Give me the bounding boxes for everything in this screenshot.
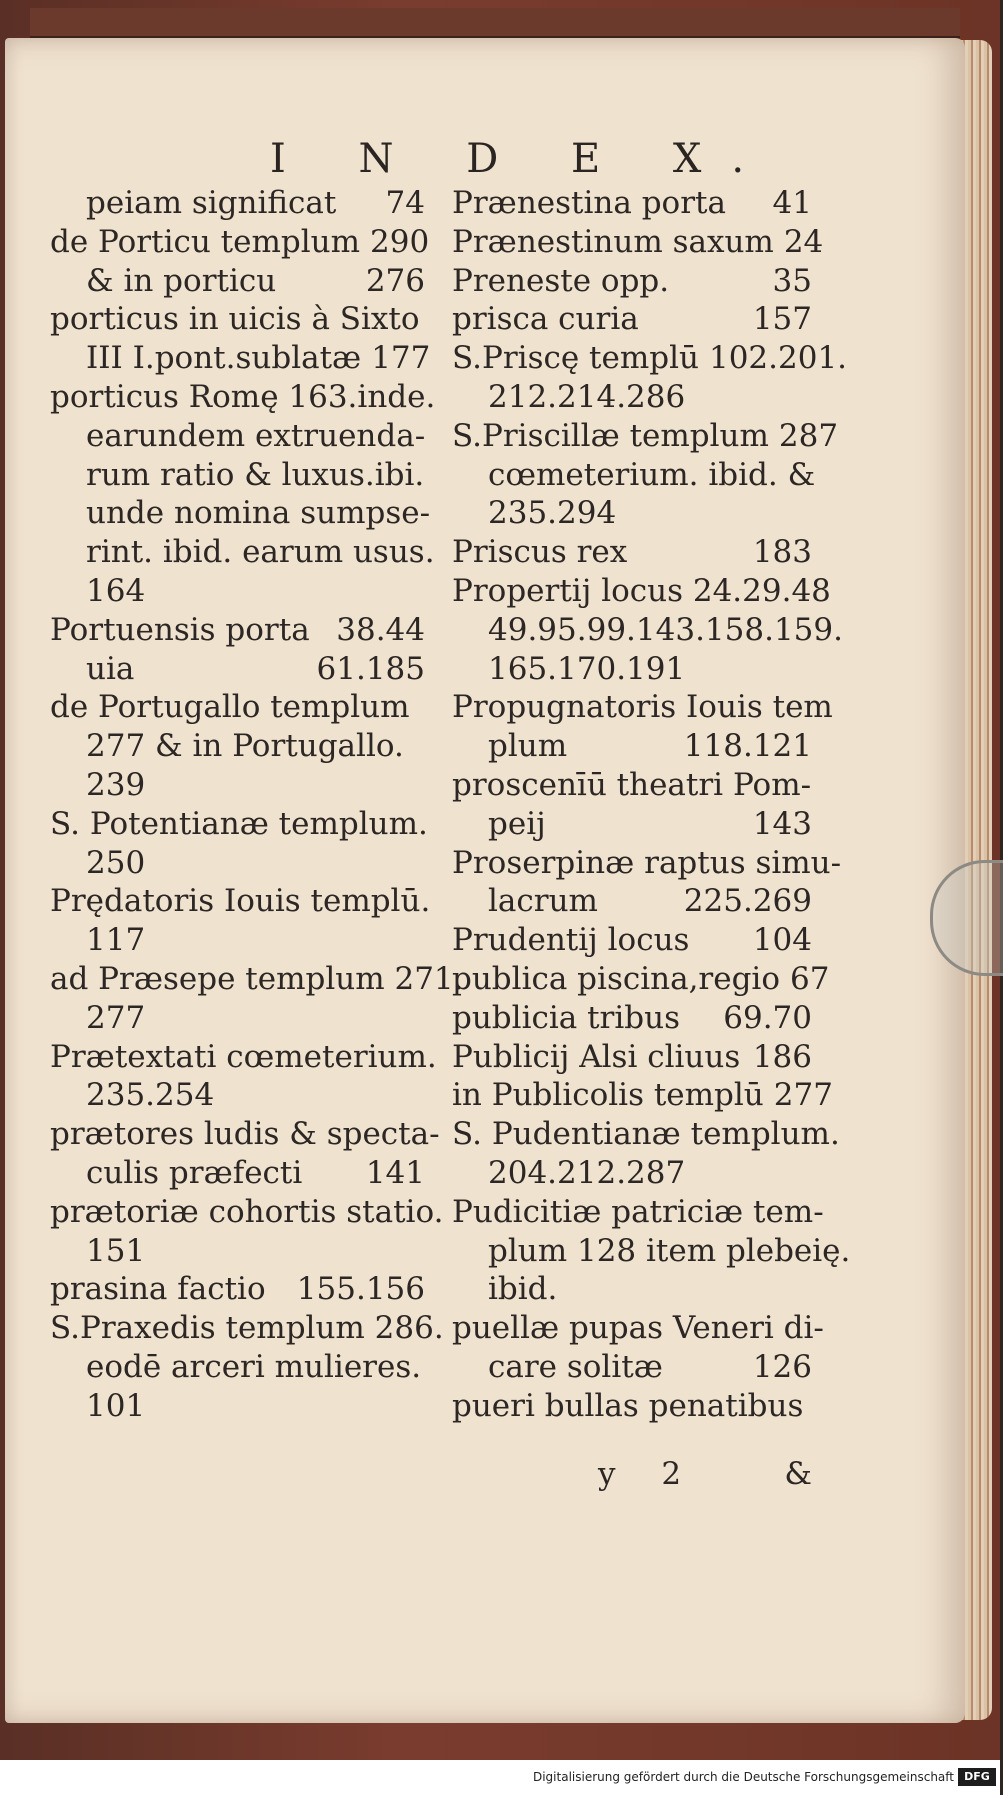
entry-text: Propertij locus 24.29.48 — [452, 572, 831, 609]
index-entry — [452, 882, 812, 921]
entry-text: ad Præsepe templum 271. — [50, 960, 464, 997]
entry-page-number: 183 — [752, 534, 812, 571]
entry-text: earundem extruenda- — [86, 417, 426, 454]
entry-text: porticus in uicis à Sixto — [50, 301, 420, 338]
index-entry — [452, 184, 812, 223]
entry-text: Priscus rex — [452, 534, 628, 571]
entry-text: prasina factio — [50, 1271, 266, 1308]
index-entry — [50, 300, 425, 339]
entry-text: 151 — [86, 1232, 146, 1269]
index-entry — [50, 184, 425, 223]
entry-text: 164 — [86, 572, 146, 609]
entry-text: pueri bullas penatibus — [452, 1387, 804, 1424]
cover-top-edge — [30, 8, 960, 38]
index-column-left — [50, 184, 464, 1426]
entry-text: 235.294 — [488, 495, 617, 532]
index-entry — [50, 572, 425, 611]
index-entry — [452, 1076, 833, 1115]
entry-page-number: 126 — [752, 1348, 812, 1385]
entry-text: Prætextati cœmeterium. — [50, 1038, 437, 1075]
footer-credit: Digitalisierung gefördert durch die Deutsche Forschungsgemeinschaft — [532, 1770, 954, 1784]
index-entry — [50, 1076, 425, 1115]
index-entry — [50, 1348, 425, 1387]
entry-page-number: 155.156 — [296, 1271, 425, 1308]
entry-page-number: 290 — [370, 223, 430, 260]
entry-text: culis præfecti — [86, 1154, 303, 1191]
entry-text: S.Praxedis templum 286. — [50, 1310, 444, 1347]
index-entry — [50, 766, 425, 805]
entry-text: & in porticu — [86, 262, 277, 299]
index-entry — [50, 921, 425, 960]
entry-text: Preneste opp. — [452, 262, 670, 299]
entry-text: prisca curia — [452, 301, 639, 338]
entry-page-number: 177 — [371, 340, 431, 377]
dfg-logo: DFG — [958, 1768, 996, 1786]
entry-page-number: 61.185 — [316, 650, 425, 687]
index-entry — [452, 223, 824, 262]
entry-text: uia — [86, 650, 135, 687]
entry-text: publica piscina,regio — [452, 960, 781, 997]
entry-text: Propugnatoris Iouis tem — [452, 689, 833, 726]
index-entry — [50, 262, 425, 301]
entry-text: plum — [488, 728, 568, 765]
entry-page-number: 74 — [385, 185, 425, 221]
index-entry — [50, 1387, 425, 1426]
entry-text: plum 128 item plebeię. — [488, 1232, 851, 1269]
entry-text: de Portugallo templum — [50, 689, 410, 726]
entry-text: 49.95.99.143.158.159. — [488, 611, 843, 648]
entry-page-number: 141 — [365, 1154, 425, 1191]
index-entry — [452, 766, 812, 805]
index-entry — [50, 1270, 425, 1309]
index-entry — [452, 611, 843, 650]
entry-page-number: 287 — [778, 417, 839, 454]
entry-text: S.Priscę templū — [452, 340, 699, 377]
index-entry — [452, 727, 812, 766]
entry-text: publicia tribus — [452, 999, 681, 1036]
entry-text: 101 — [86, 1387, 146, 1424]
index-entry — [50, 339, 431, 378]
index-entry — [452, 533, 812, 572]
index-entry — [452, 1232, 851, 1271]
entry-page-number: 186 — [752, 1038, 812, 1075]
entry-text: 277 & in Portugallo. — [86, 728, 404, 765]
entry-page-number: 41 — [772, 185, 812, 221]
entry-text: Portuensis porta — [50, 611, 310, 648]
entry-text: 235.254 — [86, 1077, 215, 1114]
index-entry — [50, 1193, 444, 1232]
entry-text: 239 — [86, 766, 146, 803]
entry-page-number: 35 — [772, 262, 812, 299]
index-entry — [452, 1115, 840, 1154]
entry-text: S. Potentianæ templum. — [50, 805, 428, 842]
page-title: I N D E X. — [270, 136, 775, 182]
entry-text: de Porticu templum — [50, 223, 360, 260]
signature-line — [452, 1456, 812, 1496]
index-entry — [452, 999, 812, 1038]
index-entry — [452, 1154, 812, 1193]
entry-text: puellæ pupas Veneri di- — [452, 1310, 824, 1347]
index-entry — [452, 960, 830, 999]
signature-mark: y 2 — [598, 1456, 700, 1492]
entry-text: lacrum — [488, 883, 598, 920]
index-entry — [452, 300, 812, 339]
entry-page-number: 277 — [773, 1077, 833, 1114]
index-entry — [452, 1270, 812, 1309]
entry-text: prætores ludis & specta- — [50, 1116, 440, 1153]
entry-text: Proserpinæ raptus simu- — [452, 844, 842, 881]
index-entry — [50, 1115, 440, 1154]
index-entry — [452, 1309, 824, 1348]
index-entry — [452, 650, 812, 689]
entry-text: prætoriæ cohortis statio. — [50, 1193, 444, 1230]
entry-page-number: 24 — [783, 223, 824, 260]
entry-text: proscenīū theatri Pom- — [452, 766, 812, 803]
entry-text: 277 — [86, 999, 146, 1036]
index-entry — [452, 1038, 812, 1077]
index-entry — [50, 1038, 437, 1077]
index-entry — [50, 727, 425, 766]
index-entry — [50, 882, 431, 921]
entry-text: 117 — [86, 922, 146, 959]
index-entry — [452, 339, 848, 378]
entry-page-number: 102.201. — [708, 340, 848, 377]
index-entry — [452, 494, 812, 533]
entry-page-number: 157 — [752, 301, 812, 338]
index-entry — [452, 844, 842, 883]
index-entry — [50, 456, 425, 495]
entry-text: peij — [488, 805, 546, 842]
entry-text: S.Priscillæ templum — [452, 417, 769, 454]
entry-text: rint. ibid. earum usus. — [86, 534, 435, 571]
index-entry — [452, 1193, 824, 1232]
index-entry — [50, 1232, 425, 1271]
entry-text: in Publicolis templū — [452, 1077, 764, 1114]
index-entry — [50, 494, 431, 533]
entry-page-number: 69.70 — [723, 999, 812, 1036]
index-entry — [452, 572, 831, 611]
entry-text: Prænestina porta — [452, 185, 726, 221]
entry-text: Pudicitiæ patriciæ tem- — [452, 1193, 824, 1230]
entry-text: rum ratio & luxus.ibi. — [86, 456, 425, 493]
index-entry — [452, 1348, 812, 1387]
index-entry — [452, 417, 839, 456]
index-entry — [50, 805, 428, 844]
entry-text: 165.170.191 — [488, 650, 686, 687]
index-entry — [50, 417, 425, 456]
entry-text: III I.pont.sublatæ — [86, 340, 362, 377]
index-entry — [50, 223, 430, 262]
entry-text: peiam significat — [86, 185, 337, 221]
entry-text: 204.212.287 — [488, 1154, 686, 1191]
index-entry — [452, 262, 812, 301]
index-entry — [452, 456, 816, 495]
index-entry — [50, 999, 425, 1038]
footer-bar — [0, 1760, 1000, 1795]
entry-page-number: 67 — [790, 960, 830, 997]
index-entry — [50, 844, 425, 883]
entry-text: ibid. — [488, 1271, 558, 1308]
index-entry — [50, 960, 464, 999]
index-entry — [452, 378, 812, 417]
entry-text: cœmeterium. ibid. & — [488, 456, 816, 493]
entry-text: unde nomina sumpse- — [86, 495, 431, 532]
index-entry — [452, 1387, 812, 1426]
entry-text: 212.214.286 — [488, 378, 686, 415]
catchword: & — [784, 1456, 812, 1492]
entry-text: Publicij Alsi cliuus — [452, 1038, 741, 1075]
entry-page-number: 225.269 — [683, 883, 812, 920]
entry-text: eodē arceri mulieres. — [86, 1348, 422, 1385]
index-entry — [50, 650, 425, 689]
entry-page-number: 104 — [752, 922, 812, 959]
index-entry — [452, 805, 812, 844]
entry-text: Prænestinum saxum — [452, 223, 774, 260]
entry-page-number: 38.44 — [336, 611, 425, 648]
entry-text: S. Pudentianæ templum. — [452, 1116, 840, 1153]
entry-page-number: 143 — [752, 805, 812, 842]
entry-page-number: 276 — [365, 262, 425, 299]
entry-page-number: 118.121 — [683, 728, 812, 765]
index-entry — [50, 611, 425, 650]
entry-text: porticus Romę 163.inde. — [50, 378, 436, 415]
index-entry — [452, 921, 812, 960]
index-entry — [50, 533, 435, 572]
index-entry — [50, 1309, 444, 1348]
index-entry — [50, 688, 425, 727]
index-entry — [50, 1154, 425, 1193]
index-column-right — [452, 184, 851, 1426]
entry-text: Prudentij locus — [452, 922, 690, 959]
entry-text: Prędatoris Iouis templū. — [50, 883, 431, 920]
entry-text: care solitæ — [488, 1348, 663, 1385]
entry-text: 250 — [86, 844, 146, 881]
index-entry — [452, 688, 833, 727]
index-entry — [50, 378, 436, 417]
